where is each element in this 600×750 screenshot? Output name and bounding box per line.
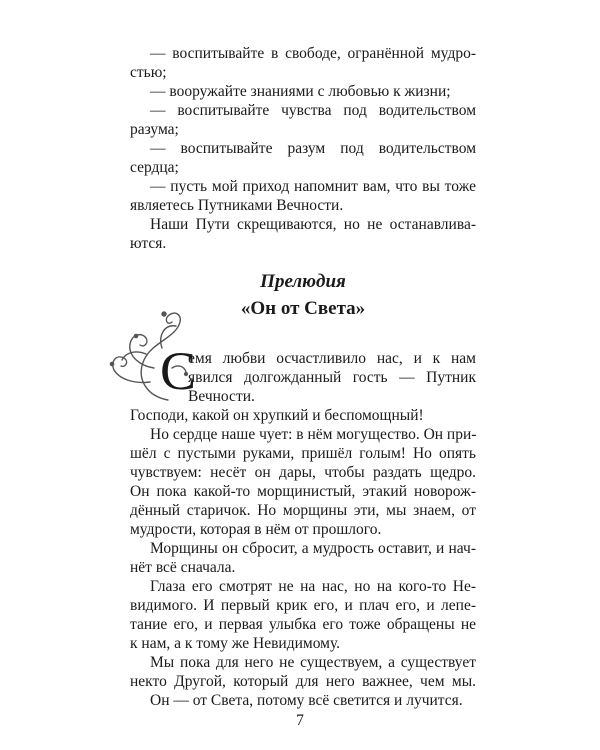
body-line: к нам, а к тому же Невидимому. — [130, 635, 341, 652]
body-line: Но сердце наше чует: в нём могущество. Он при- — [150, 426, 477, 443]
intro-line: ются. — [130, 235, 167, 252]
body-line: явился долгожданный гость — Путник — [188, 369, 476, 386]
intro-line: — вооружайте знаниями с любовью к жизни; — [150, 83, 451, 100]
chapter-title: Прелюдия — [260, 271, 346, 292]
drop-cap: С — [160, 341, 197, 401]
intro-line: являетесь Путниками Вечности. — [130, 197, 344, 214]
intro-line: — воспитывайте в свободе, огранённой мудро- — [150, 45, 476, 62]
body-line: Глаза его смотрят не на нас, но на кого-то Не- — [150, 578, 476, 595]
body-line: тание его, и первая улыбка его тоже обращены не — [130, 616, 476, 633]
chapter-subtitle: «Он от Света» — [240, 298, 366, 319]
body-line: нёт всё сначала. — [130, 559, 236, 576]
body-line: Он пока какой-то морщинистый, этакий новорож- — [130, 483, 476, 500]
intro-line: — пусть мой приход напомнит вам, что вы тоже — [150, 178, 476, 195]
body-line: Морщины он сбросит, а мудрость оставит, и нач- — [150, 540, 476, 557]
intro-line: сердца; — [130, 159, 179, 176]
intro-line: стью; — [130, 64, 167, 81]
body-line: Он — от Света, потому всё светится и лучится. — [150, 692, 463, 709]
page-number: 7 — [296, 712, 304, 729]
body-line: Вечности. — [188, 388, 255, 405]
intro-line: разума; — [130, 121, 179, 138]
intro-line: Наши Пути скрещиваются, но не останавлива- — [150, 216, 476, 233]
body-line: емя любви осчастливило нас, и к нам — [188, 350, 476, 367]
intro-line: — воспитывайте разум под водительством — [150, 140, 476, 157]
body-line: мудрости, которая в нём от прошлого. — [130, 521, 382, 538]
body-line: дённый старичок. Но морщины эти, мы знаем, от — [130, 502, 476, 519]
body-line: Мы пока для него не существуем, а существует — [150, 654, 476, 671]
body-line: некто Другой, который для него важнее, чем мы. — [130, 673, 476, 690]
body-line: видимого. И первый крик его, и плач его, и лепе- — [130, 597, 476, 614]
body-line: Господи, какой он хрупкий и беспомощный! — [130, 407, 424, 424]
body-line: чувствуем: несёт он дары, чтобы раздать щедро. — [130, 464, 476, 481]
intro-line: — воспитывайте чувства под водительством — [150, 102, 476, 119]
body-line: шёл с пустыми руками, пришёл голым! Но опять — [130, 445, 476, 462]
